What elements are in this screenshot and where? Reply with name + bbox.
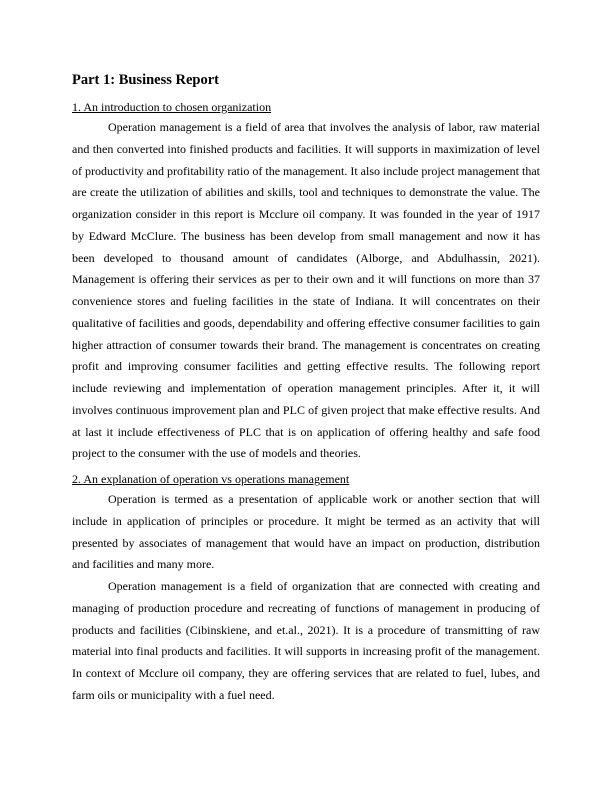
part-title: Part 1: Business Report bbox=[72, 72, 220, 88]
document-page bbox=[72, 71, 540, 707]
section-heading-introduction: 1. An introduction to chosen organization bbox=[72, 100, 272, 114]
operation-management-paragraph: Operation management is a field of organization that are connected with creating and managing of production procedure and recreating of functions of management in producing of products and facilities (Cibinskiene, and et.al., 2021). It is a procedure of transmitting of raw material into final products and facilities. It will supports in increasing profit of the management. In context of Mcclure oil company, they are offering services that are related to fuel, lubes, and farm oils or municipality with a fuel need. bbox=[72, 579, 540, 702]
section-heading-operation-vs-management: 2. An explanation of operation vs operations management bbox=[72, 472, 350, 486]
introduction-paragraph: Operation management is a field of area that involves the analysis of labor, raw material and then converted into finished products and facilities. It will supports in maximization of level of productivity and profitability ratio of the management. It also include project management that are create the utilization of abilities and skills, tool and techniques to demonstrate the value. The organization consider in this report is Mcclure oil company. It was founded in the year of 1917 by Edward McClure. The business has been develop from small management and now it has been developed to thousand amount of candidates (Alborge, and Abdulhassin, 2021). Management is offering their services as per to their own and it will functions on more than 37 convenience stores and fueling facilities in the state of Indiana. It will concentrates on their qualitative of facilities and goods, dependability and offering effective consumer facilities to gain higher attraction of consumer towards their brand. The management is concentrates on creating profit and improving consumer facilities and getting effective results. The following report include reviewing and implementation of operation management principles. After it, it will involves continuous improvement plan and PLC of given project that make effective results. And at last it include effectiveness of PLC that is on application of offering healthy and safe food project to the consumer with the use of models and theories. bbox=[72, 120, 540, 461]
operation-definition-paragraph: Operation is termed as a presentation of applicable work or another section that will include in application of principles or procedure. It might be termed as an activity that will presented by associates of management that would have an impact on production, distribution and facilities and many more. bbox=[72, 492, 540, 572]
